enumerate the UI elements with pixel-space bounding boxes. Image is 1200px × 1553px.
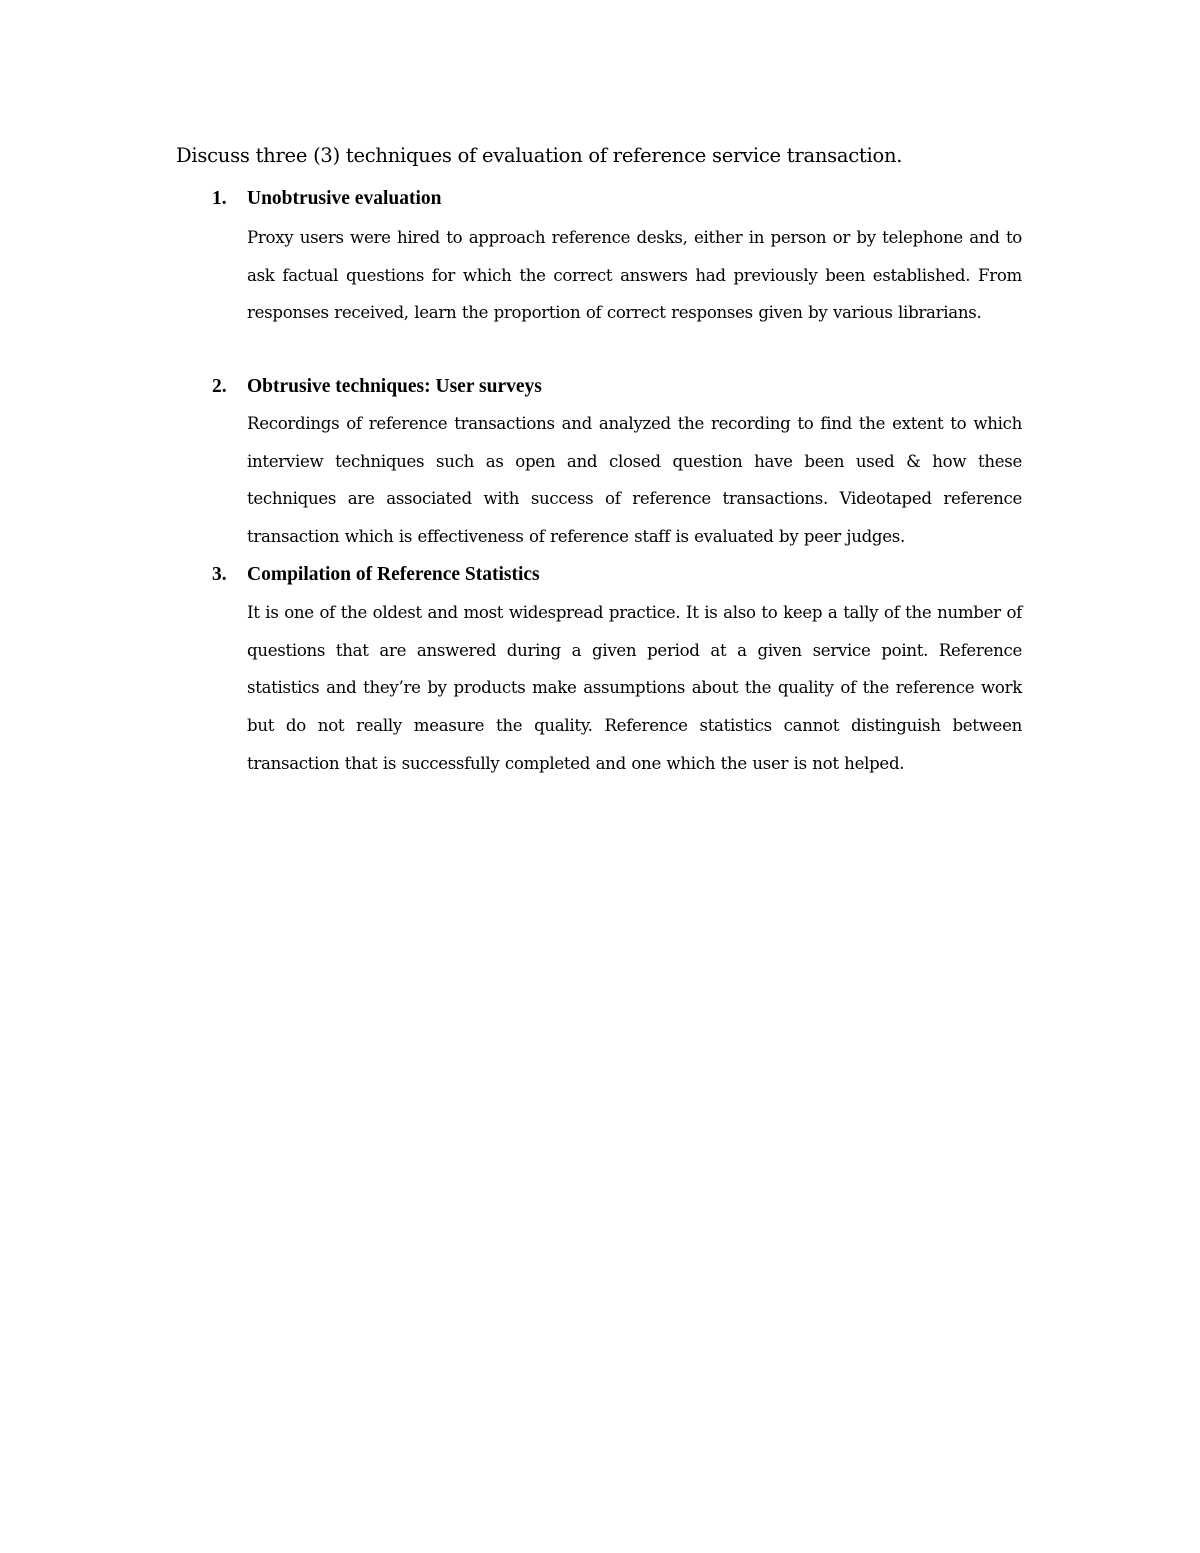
list-item-title: Unobtrusive evaluation [247, 188, 442, 209]
list-item-number: 2. [212, 376, 227, 397]
list-item-number: 1. [212, 188, 227, 209]
list-item-title: Compilation of Reference Statistics [247, 564, 540, 585]
list-item-title: Obtrusive techniques: User surveys [247, 376, 542, 397]
list-item-number: 3. [212, 564, 227, 585]
list-item-body: Proxy users were hired to approach reference desks, either in person or by telephone and to ask factual questions for which the correct answers had previously been established. From responses received, learn the proportion of correct responses given by various librarians. [247, 228, 1022, 323]
list-item-heading [0, 562, 1200, 588]
question-text: Discuss three (3) techniques of evaluation of reference service transaction. [176, 144, 903, 167]
list-item-body: It is one of the oldest and most widespread practice. It is also to keep a tally of the number of questions that are answered during a given period at a given service point. Reference statistics and they’re by products make assumptions about the quality of the reference work but do not really measure the quality. Reference statistics cannot distinguish between transaction that is successfully completed and one which the user is not helped. [247, 603, 1022, 773]
list-item-body: Recordings of reference transactions and analyzed the recording to find the extent to which interview techniques such as open and closed question have been used & how these techniques are associated with success of reference transactions. Videotaped reference transaction which is effectiveness of reference staff is evaluated by peer judges. [247, 414, 1022, 547]
list-item-heading [0, 186, 1200, 212]
list-item-heading [0, 374, 1200, 400]
